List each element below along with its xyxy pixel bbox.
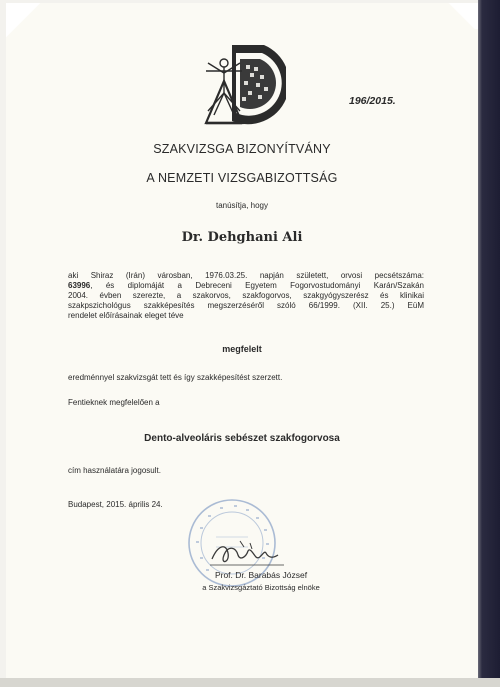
signer-title: a Szakvizsgáztató Bizottság elnöke [202,583,320,592]
place-and-date: Budapest, 2015. április 24. [68,500,163,509]
accordingly-phrase: Fentieknek megfelelően a [68,398,160,407]
seal-number: 63996 [68,281,91,290]
scanner-edge-bottom [0,678,500,687]
scanner-edge-right [478,0,500,687]
body-line-4: szakpszichológus szakképesítés megszerzéséről szóló 66/1999. (XII. 25.) EüM [68,301,424,310]
document-number: 196/2015. [349,95,396,107]
title-use-phrase: cím használatára jogosult. [68,466,161,475]
body-line-5: rendelet előírásainak eleget téve [68,311,184,320]
certifies-phrase: tanúsítja, hogy [215,201,269,210]
result-sentence: eredménnyel szakvizsgát tett és így szakképesítést szerzett. [68,373,283,382]
issuing-body: A NEMZETI VIZSGABIZOTTSÁG [146,171,338,185]
body-line-2 [68,281,424,291]
body-line-2-rest: , és diplomáját a Debreceni Egyetem Fogorvostudományi Karán/Szakán [90,281,424,290]
holder-name: Dr. Dehghani Ali [181,230,303,245]
body-line-1: aki Shiraz (Irán) városban, 1976.03.25. napján született, orvosi pecsétszáma: [68,271,424,280]
signer-name: Prof. Dr. Barabás József [214,570,308,580]
certificate-content [6,3,478,678]
certificate-title: SZAKVIZSGA BIZONYÍTVÁNY [153,142,331,156]
vitruvian-emblem-icon [202,41,286,127]
signature-icon [206,535,286,569]
specialty-title: Dento-alveoláris sebészet szakfogorvosa [144,433,340,444]
exam-result: megfelelt [222,344,262,354]
certificate-body [68,271,424,321]
body-line-3: 2004. évben szerezte, a szakorvos, szakfogorvos, szakgyógyszerész és klinikai [68,291,424,300]
